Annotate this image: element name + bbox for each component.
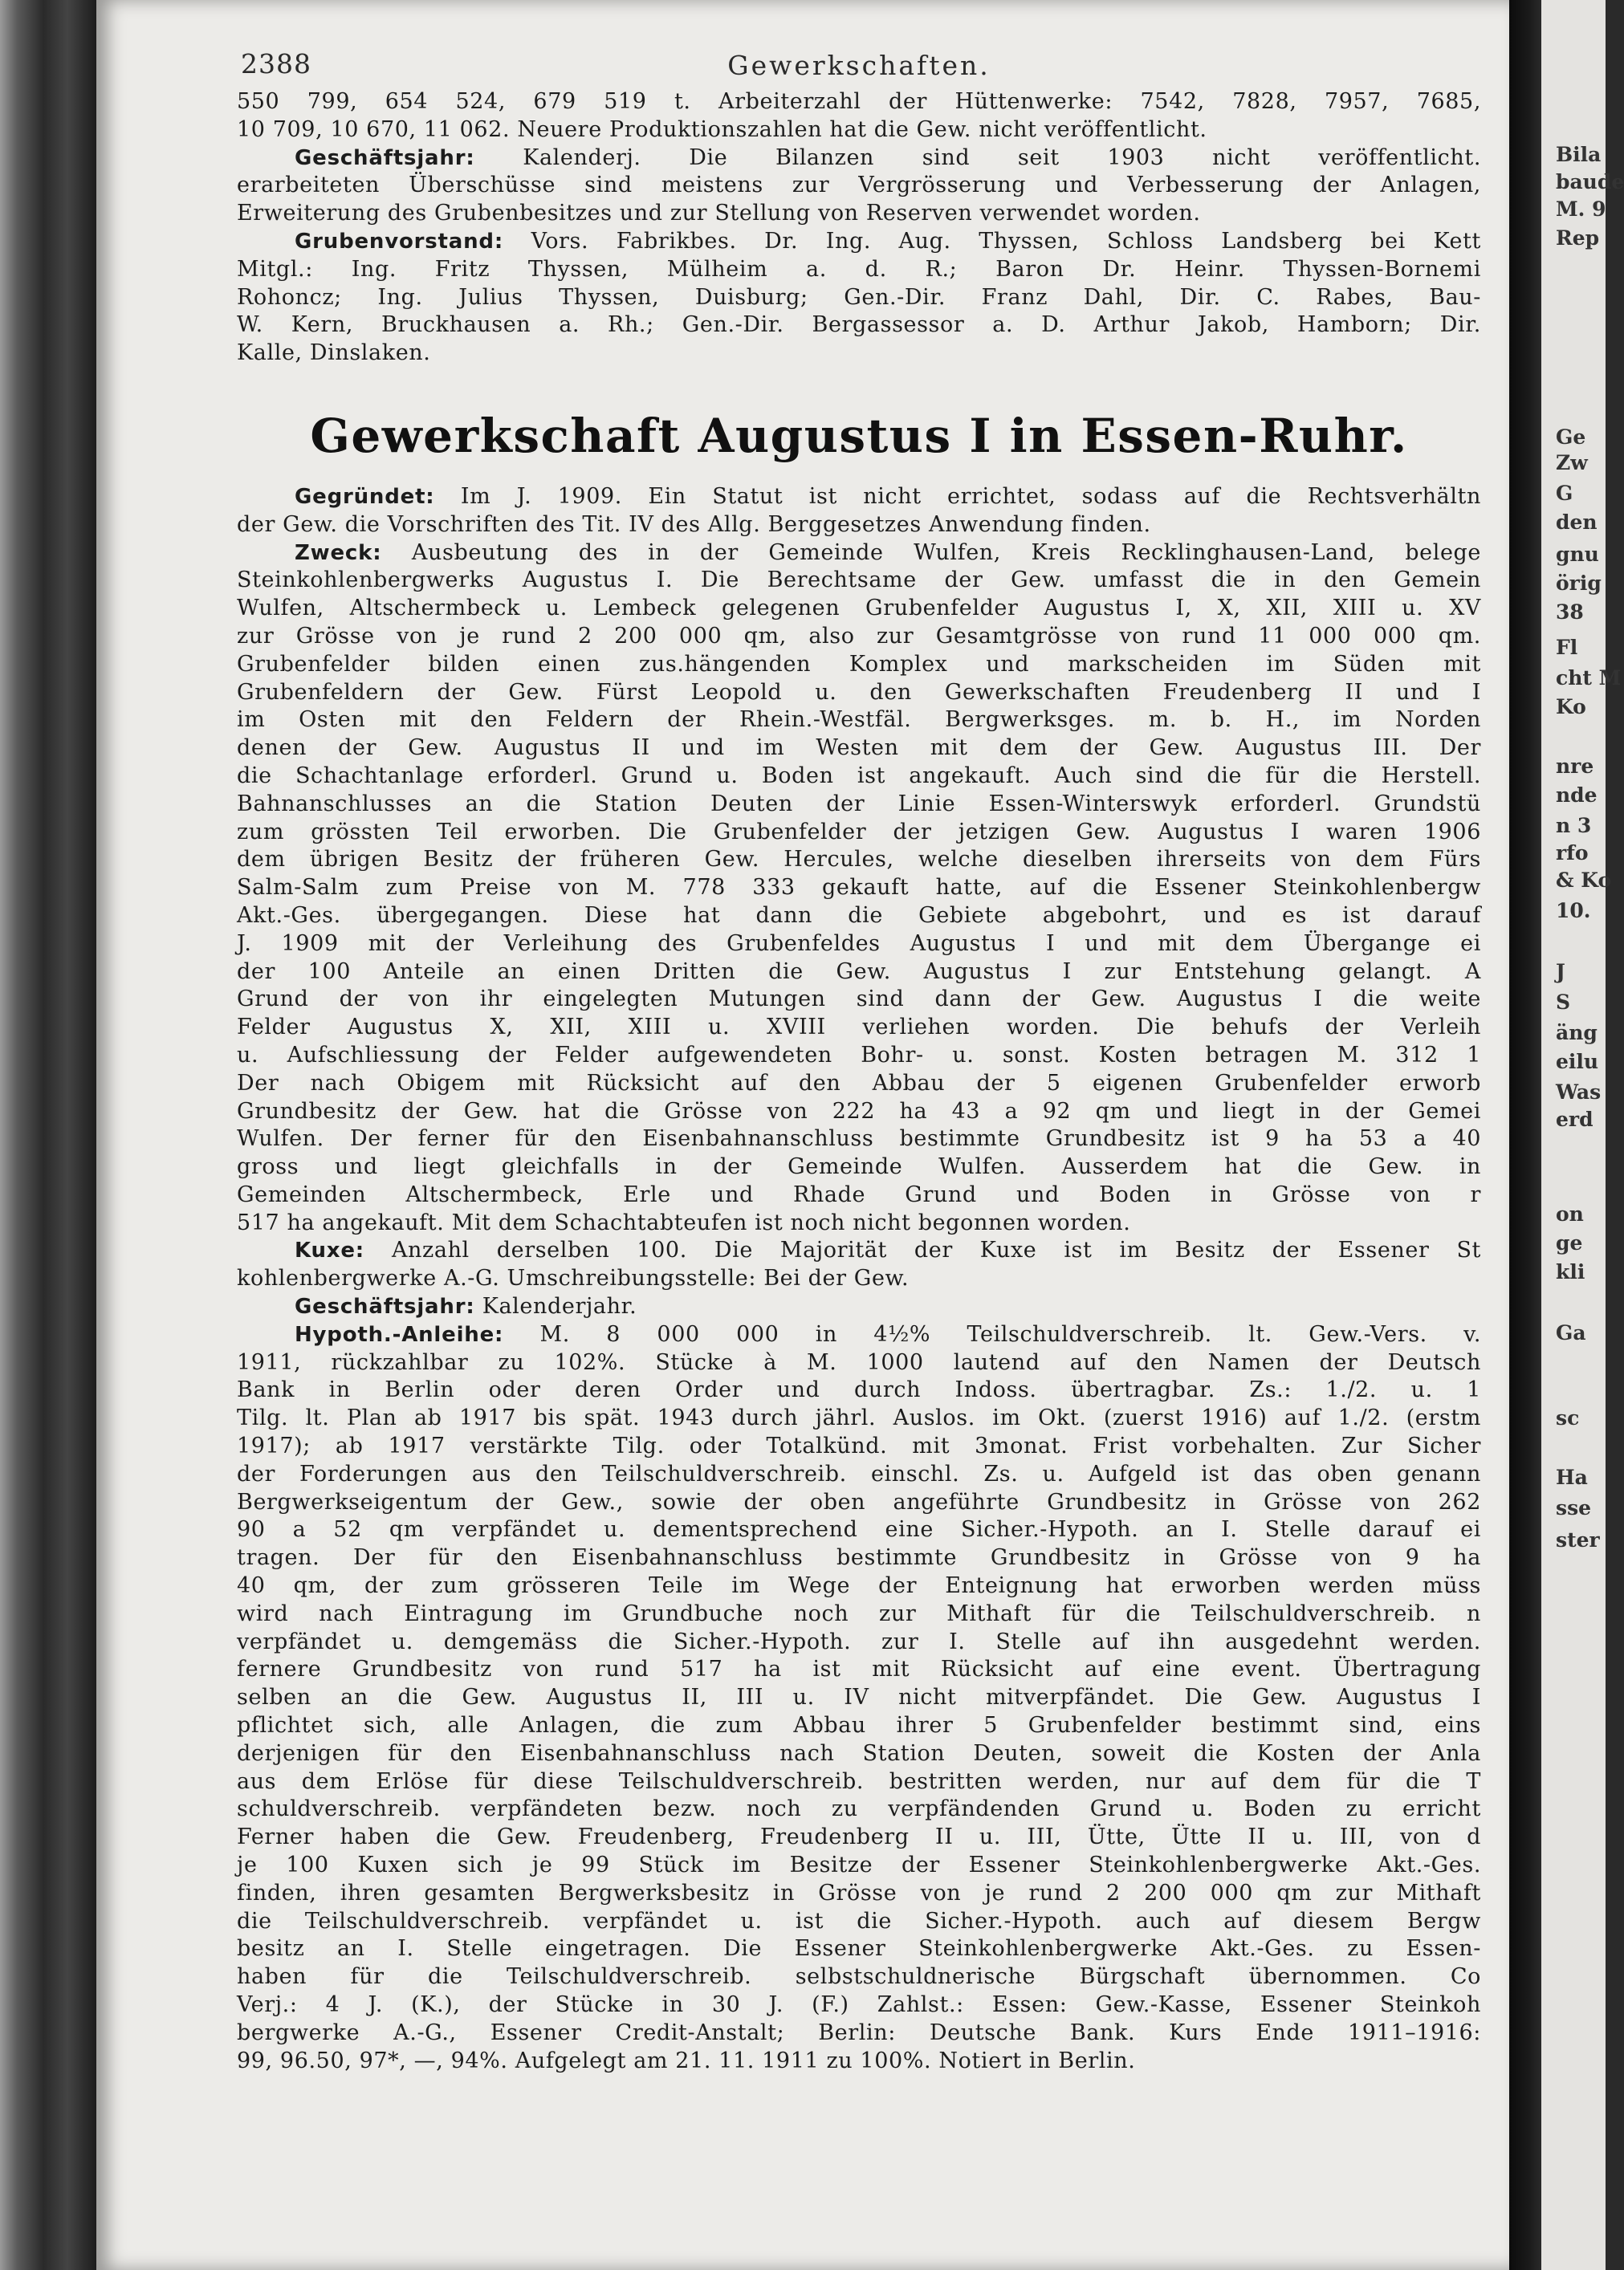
adjacent-page-fragment: n 3 bbox=[1556, 814, 1592, 837]
field-key: Zweck: bbox=[295, 540, 382, 565]
text-line bbox=[237, 567, 1481, 595]
field-key: Hypoth.-Anleihe: bbox=[295, 1322, 504, 1347]
line-text: Grundbesitz der Gew. hat die Grösse von 222 ha 43 a 92 qm und liegt in der Gemei bbox=[237, 1098, 1481, 1124]
adjacent-page-edge bbox=[1541, 0, 1624, 2270]
text-line bbox=[237, 1433, 1481, 1461]
text-line bbox=[237, 1377, 1481, 1405]
text-line bbox=[237, 1544, 1481, 1572]
text-line bbox=[237, 1572, 1481, 1601]
line-text: 99, 96.50, 97*, —, 94%. Aufgelegt am 21. 11. 1911 zu 100%. Notiert in Berlin. bbox=[237, 2048, 1136, 2073]
text-line bbox=[237, 1265, 1481, 1293]
text-line bbox=[237, 88, 1481, 116]
adjacent-page-fragment: Rep bbox=[1556, 226, 1600, 250]
text-line bbox=[237, 930, 1481, 958]
line-text: wird nach Eintragung im Grundbuche noch zur Mithaft für die Teilschuldverschreib. n bbox=[237, 1601, 1481, 1626]
text-line bbox=[237, 874, 1481, 902]
adjacent-page-fragment: on bbox=[1556, 1202, 1584, 1226]
adjacent-page-fragment: Fl bbox=[1556, 636, 1578, 659]
adjacent-page-fragment: Ga bbox=[1556, 1321, 1586, 1345]
adjacent-page-fragment: & Ko bbox=[1556, 869, 1612, 892]
field-key: Grubenvorstand: bbox=[295, 229, 504, 254]
field-key: Geschäftsjahr: bbox=[295, 145, 475, 170]
line-text: Kalenderjahr. bbox=[474, 1294, 637, 1320]
adjacent-page-fragment: J bbox=[1556, 960, 1565, 983]
text-line bbox=[237, 1321, 1481, 1349]
text-line bbox=[237, 1963, 1481, 1991]
text-line bbox=[237, 791, 1481, 819]
line-text: verpfändet u. demgemäss die Sicher.-Hypoth. zur I. Stelle auf ihn ausgedehnt werden. bbox=[237, 1629, 1481, 1654]
text-line bbox=[237, 256, 1481, 284]
text-line bbox=[237, 311, 1481, 340]
line-text: die Schachtanlage erforderl. Grund u. Boden ist angekauft. Auch sind die für die Herstell. bbox=[237, 763, 1481, 788]
adjacent-page-fragment: Ko bbox=[1556, 695, 1586, 718]
text-line bbox=[237, 986, 1481, 1014]
line-text: Grubenfelder bilden einen zus.hängenden Komplex und markscheiden im Süden mit bbox=[237, 651, 1481, 677]
section-body bbox=[237, 483, 1481, 2075]
text-line bbox=[237, 483, 1481, 511]
text-line bbox=[237, 1125, 1481, 1153]
text-line bbox=[237, 595, 1481, 623]
adjacent-page-fragment: sc bbox=[1556, 1406, 1580, 1430]
adjacent-page-fragment: gnu bbox=[1556, 543, 1599, 566]
text-line bbox=[237, 284, 1481, 312]
running-title: Gewerkschaften. bbox=[727, 50, 991, 81]
adjacent-page-fragment: ster bbox=[1556, 1528, 1600, 1552]
line-text: fernere Grundbesitz von rund 517 ha ist mit Rücksicht auf eine event. Übertragung bbox=[237, 1657, 1481, 1682]
adjacent-page-fragment: M. 9 bbox=[1556, 197, 1606, 221]
line-text: Verj.: 4 J. (K.), der Stücke in 30 J. (F.) Zahlst.: Essen: Gew.-Kasse, Essener Steinkoh bbox=[237, 1992, 1481, 2017]
text-line bbox=[237, 1880, 1481, 1908]
line-text: pflichtet sich, alle Anlagen, die zum Abbau ihrer 5 Grubenfelder bestimmt sind, eins bbox=[237, 1713, 1481, 1739]
text-line bbox=[237, 1182, 1481, 1210]
line-text: Bank in Berlin oder deren Order und durch Indoss. übertragbar. Zs.: 1./2. u. 1 bbox=[237, 1377, 1481, 1403]
adjacent-page-fragment: Bila bbox=[1556, 143, 1602, 166]
text-line bbox=[237, 1349, 1481, 1377]
line-text: derjenigen für den Eisenbahnanschluss nach Station Deuten, soweit die Kosten der Anla bbox=[237, 1740, 1481, 1766]
line-text: Im J. 1909. Ein Statut ist nicht errichtet, sodass auf die Rechtsverhältn bbox=[434, 483, 1481, 509]
text-line bbox=[237, 763, 1481, 791]
line-text: im Osten mit den Feldern der Rhein.-Westfäl. Bergwerksges. m. b. H., im Norden bbox=[237, 707, 1481, 733]
text-line bbox=[237, 651, 1481, 679]
page-content bbox=[237, 47, 1481, 2075]
adjacent-page-fragment: Zw bbox=[1556, 451, 1588, 474]
adjacent-page-fragment: erd bbox=[1556, 1108, 1593, 1131]
text-line bbox=[237, 1489, 1481, 1517]
line-text: tragen. Der für den Eisenbahnanschluss bestimmte Grundbesitz in Grösse von 9 ha bbox=[237, 1545, 1481, 1571]
line-text: Salm-Salm zum Preise von M. 778 333 gekauft hatte, auf die Essener Steinkohlenbergw bbox=[237, 875, 1481, 901]
line-text: Gemeinden Altschermbeck, Erle und Rhade Grund und Boden in Grösse von r bbox=[237, 1182, 1481, 1207]
line-text: Kalle, Dinslaken. bbox=[237, 340, 431, 366]
text-line bbox=[237, 623, 1481, 651]
line-text: denen der Gew. Augustus II und im Westen mit dem der Gew. Augustus III. Der bbox=[237, 735, 1481, 761]
adjacent-page-fragment: kli bbox=[1556, 1260, 1585, 1283]
line-text: W. Kern, Bruckhausen a. Rh.; Gen.-Dir. Bergassessor a. D. Arthur Jakob, Hamborn; Dir. bbox=[237, 312, 1481, 338]
text-line bbox=[237, 1601, 1481, 1629]
line-text: Wulfen, Altschermbeck u. Lembeck gelegenen Grubenfelder Augustus I, X, XII, XIII u. XV bbox=[237, 596, 1481, 621]
line-text: gross und liegt gleichfalls in der Gemeinde Wulfen. Ausserdem hat die Gew. in bbox=[237, 1154, 1481, 1180]
line-text: haben für die Teilschuldverschreib. selbstschuldnerische Bürgschaft übernommen. Co bbox=[237, 1964, 1481, 1990]
adjacent-page-fragment: eilu bbox=[1556, 1050, 1599, 1073]
line-text: Bergwerkseigentum der Gew., sowie der oben angeführte Grundbesitz in Grösse von 262 bbox=[237, 1489, 1481, 1515]
line-text: Rohoncz; Ing. Julius Thyssen, Duisburg; Gen.-Dir. Franz Dahl, Dir. C. Rabes, Bau- bbox=[237, 284, 1481, 310]
adjacent-page-fragment: baude bbox=[1556, 170, 1624, 193]
line-text: 90 a 52 qm verpfändet u. dementsprechend eine Sicher.-Hypoth. an I. Stelle darauf ei bbox=[237, 1517, 1481, 1543]
text-line bbox=[237, 1712, 1481, 1740]
adjacent-page-fragment: örig bbox=[1556, 572, 1602, 595]
adjacent-page-fragment: äng bbox=[1556, 1021, 1598, 1044]
text-line bbox=[237, 734, 1481, 763]
text-line bbox=[237, 1656, 1481, 1684]
line-text: dem übrigen Besitz der früheren Gew. Hercules, welche dieselben ihrerseits von dem Fürs bbox=[237, 847, 1481, 873]
line-text: finden, ihren gesamten Bergwerksbesitz in Grösse von je rund 2 200 000 qm zur Mithaft bbox=[237, 1880, 1481, 1906]
previous-entry-block bbox=[237, 88, 1481, 368]
text-line bbox=[237, 1991, 1481, 2020]
text-line bbox=[237, 144, 1481, 173]
text-line bbox=[237, 172, 1481, 200]
text-line bbox=[237, 1629, 1481, 1657]
text-line bbox=[237, 1684, 1481, 1712]
line-text: zur Grösse von je rund 2 200 000 qm, also zur Gesamtgrösse von rund 11 000 000 qm. bbox=[237, 623, 1481, 649]
text-line bbox=[237, 958, 1481, 987]
adjacent-page-fragment: ge bbox=[1556, 1231, 1583, 1255]
line-text: Wulfen. Der ferner für den Eisenbahnanschluss bestimmte Grundbesitz ist 9 ha 53 a 40 bbox=[237, 1126, 1481, 1152]
adjacent-page-fragment: nre bbox=[1556, 755, 1594, 778]
line-text: Felder Augustus X, XII, XIII u. XVIII verliehen worden. Die behufs der Verleih bbox=[237, 1015, 1481, 1040]
line-text: erarbeiteten Überschüsse sind meistens zur Vergrösserung und Verbesserung der Anlagen, bbox=[237, 173, 1481, 198]
line-text: Erweiterung des Grubenbesitzes und zur Stellung von Reserven verwendet worden. bbox=[237, 201, 1201, 226]
text-line bbox=[237, 1042, 1481, 1070]
line-text: 550 799, 654 524, 679 519 t. Arbeiterzahl der Hüttenwerke: 7542, 7828, 7957, 7685, bbox=[237, 89, 1481, 114]
line-text: u. Aufschliessung der Felder aufgewendeten Bohr- u. sonst. Kosten betragen M. 312 1 bbox=[237, 1042, 1481, 1068]
text-line bbox=[237, 819, 1481, 847]
text-line bbox=[237, 902, 1481, 930]
line-text: Grubenfeldern der Gew. Fürst Leopold u. den Gewerkschaften Freudenberg II und I bbox=[237, 679, 1481, 705]
adjacent-page-fragment: rfo bbox=[1556, 841, 1589, 864]
text-line bbox=[237, 1908, 1481, 1936]
field-key: Gegründet: bbox=[295, 484, 435, 509]
page-gutter bbox=[1509, 0, 1541, 2270]
text-line bbox=[237, 706, 1481, 734]
adjacent-page-fragment: nde bbox=[1556, 783, 1598, 807]
line-text: Der nach Obigem mit Rücksicht auf den Abbau der 5 eigenen Grubenfelder erworb bbox=[237, 1070, 1481, 1096]
line-text: selben an die Gew. Augustus II, III u. IV nicht mitverpfändet. Die Gew. Augustus I bbox=[237, 1685, 1481, 1711]
spacer bbox=[237, 368, 1481, 389]
text-line bbox=[237, 1237, 1481, 1265]
line-text: Mitgl.: Ing. Fritz Thyssen, Mülheim a. d. R.; Baron Dr. Heinr. Thyssen-Bornemi bbox=[237, 256, 1481, 282]
line-text: 10 709, 10 670, 11 062. Neuere Produktionszahlen hat die Gew. nicht veröffentlicht. bbox=[237, 116, 1207, 142]
line-text: der Gew. die Vorschriften des Tit. IV des Allg. Berggesetzes Anwendung finden. bbox=[237, 511, 1151, 537]
adjacent-page-fragment: sse bbox=[1556, 1496, 1592, 1519]
line-text: Vors. Fabrikbes. Dr. Ing. Aug. Thyssen, Schloss Landsberg bei Kett bbox=[503, 228, 1481, 254]
text-line bbox=[237, 1461, 1481, 1489]
adjacent-page-fragment: 38 bbox=[1556, 600, 1584, 624]
line-text: Akt.-Ges. übergegangen. Diese hat dann die Gebiete abgebohrt, und es ist darauf bbox=[237, 902, 1481, 928]
line-text: Tilg. lt. Plan ab 1917 bis spät. 1943 durch jährl. Auslos. im Okt. (zuerst 1916) auf 1./2. (erstm bbox=[237, 1406, 1481, 1431]
adjacent-page-fragment: den bbox=[1556, 511, 1598, 534]
book-spine-shadow bbox=[0, 0, 96, 2270]
text-line bbox=[237, 200, 1481, 228]
text-line bbox=[237, 1852, 1481, 1880]
text-line bbox=[237, 679, 1481, 707]
line-text: die Teilschuldverschreib. verpfändet u. ist die Sicher.-Hypoth. auch auf diesem Bergw bbox=[237, 1908, 1481, 1934]
text-line bbox=[237, 1824, 1481, 1852]
line-text: Ausbeutung des in der Gemeinde Wulfen, Kreis Recklinghausen-Land, belege bbox=[381, 539, 1481, 565]
text-line bbox=[237, 1070, 1481, 1098]
text-line bbox=[237, 1293, 1481, 1321]
line-text: aus dem Erlöse für diese Teilschuldverschreib. bestritten werden, nur auf dem für die T bbox=[237, 1768, 1481, 1794]
text-line bbox=[237, 1153, 1481, 1182]
line-text: kohlenbergwerke A.-G. Umschreibungsstelle: Bei der Gew. bbox=[237, 1266, 910, 1292]
adjacent-page-fragment: Was bbox=[1556, 1080, 1602, 1104]
adjacent-page-fragment: Ha bbox=[1556, 1466, 1588, 1489]
line-text: J. 1909 mit der Verleihung des Grubenfeldes Augustus I und mit dem Übergange ei bbox=[237, 930, 1481, 956]
text-line bbox=[237, 511, 1481, 539]
line-text: Anzahl derselben 100. Die Majorität der Kuxe ist im Besitz der Essener St bbox=[364, 1238, 1481, 1263]
text-line bbox=[237, 2048, 1481, 2076]
text-line bbox=[237, 1014, 1481, 1042]
text-line bbox=[237, 1740, 1481, 1768]
text-line bbox=[237, 1098, 1481, 1126]
text-line bbox=[237, 340, 1481, 368]
line-text: je 100 Kuxen sich je 99 Stück im Besitze der Essener Steinkohlenbergwerke Akt.-Ges. bbox=[237, 1853, 1481, 1878]
line-text: Kalenderj. Die Bilanzen sind seit 1903 nicht veröffentlicht. bbox=[474, 144, 1481, 170]
text-line bbox=[237, 1405, 1481, 1433]
text-line bbox=[237, 1796, 1481, 1824]
adjacent-page-fragment: S bbox=[1556, 991, 1571, 1014]
line-text: Ferner haben die Gew. Freudenberg, Freudenberg II u. III, Ütte, Ütte II u. III, von d bbox=[237, 1825, 1481, 1850]
text-line bbox=[237, 1935, 1481, 1963]
text-line bbox=[237, 539, 1481, 568]
line-text: 517 ha angekauft. Mit dem Schachtabteufen ist noch nicht begonnen worden. bbox=[237, 1210, 1131, 1235]
adjacent-page-fragment: 10. bbox=[1556, 899, 1591, 922]
text-line bbox=[237, 228, 1481, 256]
text-line bbox=[237, 846, 1481, 874]
line-text: der Forderungen aus den Teilschuldverschreib. einschl. Zs. u. Aufgeld ist das oben genann bbox=[237, 1461, 1481, 1487]
line-text: 40 qm, der zum grösseren Teile im Wege der Enteignung hat erworben werden müss bbox=[237, 1573, 1481, 1599]
line-text: schuldverschreib. verpfändeten bezw. noch zu verpfändenden Grund u. Boden zu erricht bbox=[237, 1796, 1481, 1822]
line-text: Grund der von ihr eingelegten Mutungen sind dann der Gew. Augustus I die weite bbox=[237, 987, 1481, 1012]
line-text: Steinkohlenbergwerks Augustus I. Die Berechtsame der Gew. umfasst die in den Gemein bbox=[237, 568, 1481, 593]
text-line bbox=[237, 1768, 1481, 1796]
field-key: Kuxe: bbox=[295, 1239, 365, 1263]
line-text: bergwerke A.-G., Essener Credit-Anstalt; Berlin: Deutsche Bank. Kurs Ende 1911–1916: bbox=[237, 2020, 1481, 2045]
text-line bbox=[237, 116, 1481, 144]
text-line bbox=[237, 1210, 1481, 1238]
section-title: Gewerkschaft Augustus I in Essen-Ruhr. bbox=[310, 408, 1408, 463]
adjacent-page-fragment: G bbox=[1556, 482, 1573, 505]
line-text: 1911, rückzahlbar zu 102%. Stücke à M. 1000 lautend auf den Namen der Deutsch bbox=[237, 1349, 1481, 1375]
line-text: besitz an I. Stelle eingetragen. Die Essener Steinkohlenbergwerke Akt.-Ges. zu Essen- bbox=[237, 1936, 1481, 1962]
adjacent-page-fragment: Ge bbox=[1556, 425, 1586, 449]
line-text: M. 8 000 000 in 4½% Teilschuldverschreib. lt. Gew.-Vers. v. bbox=[503, 1321, 1481, 1347]
text-line bbox=[237, 2020, 1481, 2048]
page-number: 2388 bbox=[241, 48, 311, 79]
adjacent-page-fragment: cht M bbox=[1556, 666, 1622, 690]
field-key: Geschäftsjahr: bbox=[295, 1295, 475, 1320]
running-header bbox=[237, 47, 1481, 88]
line-text: Bahnanschlusses an die Station Deuten der Linie Essen-Winterswyk erforderl. Grundstü bbox=[237, 791, 1481, 816]
line-text: der 100 Anteile an einen Dritten die Gew. Augustus I zur Entstehung gelangt. A bbox=[237, 958, 1481, 984]
line-text: zum grössten Teil erworben. Die Grubenfelder der jetzigen Gew. Augustus I waren 1906 bbox=[237, 819, 1481, 844]
line-text: 1917); ab 1917 verstärkte Tilg. oder Totalkünd. mit 3monat. Frist vorbehalten. Zur Sicher bbox=[237, 1434, 1481, 1459]
text-line bbox=[237, 1516, 1481, 1544]
